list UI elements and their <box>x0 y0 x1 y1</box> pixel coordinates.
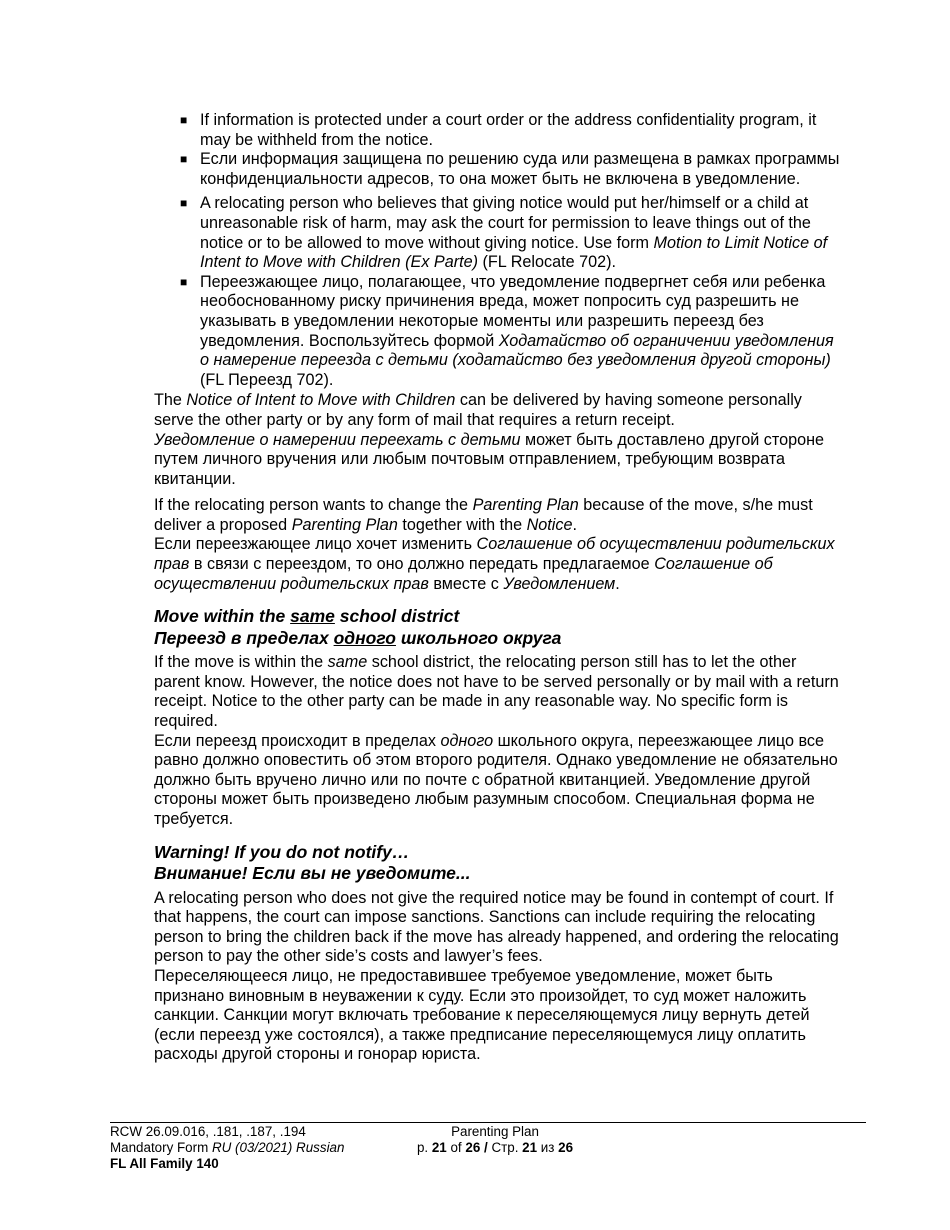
warning-english: A relocating person who does not give the required notice may be found in contempt of court. If that happens, the court can impose sanctions. Sanctions can include requiring the relocating person to bring the children back if the move has already happened, and ordering the relocating person to pay the other side’s costs and lawyer’s fees. <box>154 888 839 966</box>
heading-english: Warning! If you do not notify… <box>154 841 410 862</box>
bullet-item <box>180 111 844 150</box>
footer-title: Parenting Plan <box>451 1124 539 1139</box>
form-name: Parenting Plan <box>291 515 398 534</box>
form-name: Уведомление о намерении переехать с детьми <box>154 430 521 449</box>
same-district-russian <box>154 732 844 830</box>
text: of <box>446 1140 466 1155</box>
text: school district <box>334 606 460 627</box>
delivery-paragraph <box>154 391 844 489</box>
text: Переезд в пределах <box>154 627 334 648</box>
bullet-text: Переезжающее лицо, полагающее, что уведомление подвергнет себя или ребенка необоснованному риску причинения вреда, может попросить суд разрешить не указывать в уведомлении некоторые моменты или разрешить переезд без уведомления. Воспользуйтесь формой <box>200 272 826 350</box>
bullet-item <box>180 272 844 391</box>
section-heading-same-district <box>154 606 844 649</box>
bullet-text: Если информация защищена по решению суда или размещена в рамках программы конфиденциальности адресов, то она может быть не включена в уведомление. <box>200 150 840 188</box>
form-name: Notice <box>526 515 573 534</box>
warning-paragraph <box>154 889 844 1065</box>
text: can be delivered by having someone personally serve the other party or by any form of mail that requires a return receipt. <box>154 391 802 429</box>
text: p. <box>416 1140 432 1155</box>
emphasis: same <box>327 653 368 672</box>
text: Mandatory Form <box>110 1140 212 1155</box>
text: из <box>537 1140 559 1155</box>
text: может быть доставлено другой стороне путем личного вручения или любым почтовым отправлением, требующим возврата квитанции. <box>154 430 825 488</box>
page-total: 26 <box>465 1140 481 1155</box>
text: Если переезжающее лицо хочет изменить <box>154 535 477 554</box>
text: . <box>615 574 620 593</box>
footer-left <box>110 1124 344 1172</box>
form-name: Ходатайство об ограничении уведомления о намерение переезда с детьми (ходатайство без уведомления другой стороны) <box>200 331 834 370</box>
heading-english <box>154 606 844 628</box>
same-district-paragraph <box>154 653 844 829</box>
delivery-english <box>154 391 844 430</box>
bullet-item <box>180 194 844 272</box>
text: school district, the relocating person still has to let the other parent know. However, the notice does not have to be served personally or by mail with a return receipt. Notice to the other party can be made in any reasonable way. No specific form is required. <box>154 653 839 731</box>
text: If the move is within the <box>154 653 328 672</box>
text: школьного округа <box>395 627 562 648</box>
parenting-russian <box>154 535 844 594</box>
footer-form-id: FL All Family 140 <box>110 1156 219 1171</box>
page-total: 26 <box>558 1140 574 1155</box>
heading-russian: Внимание! Если вы не уведомите... <box>154 863 471 884</box>
form-name: Соглашение об осуществлении родительских прав <box>154 535 835 574</box>
text: Move within the <box>154 606 291 627</box>
delivery-russian <box>154 431 844 490</box>
text: If the relocating person wants to change the <box>154 496 473 515</box>
footer-rcw: RCW 26.09.016, .181, .187, .194 <box>110 1124 306 1139</box>
bullet-item <box>180 150 844 189</box>
warning-russian: Переселяющееся лицо, не предоставившее требуемое уведомление, может быть признано виновным в неуважении к суду. Если это произойдет, то суд может наложить санкции. Санкции могут включать требование к переселяющемуся лицу вернуть детей (если переезд уже состоялся), а также предписание переселяющемуся лицу оплатить расходы другой стороны и гонорар юриста. <box>154 966 810 1064</box>
form-name: Parenting Plan <box>472 496 579 515</box>
parenting-paragraph <box>154 496 844 594</box>
bullet-square-icon: ■ <box>180 196 188 211</box>
page-current: 21 <box>431 1140 447 1155</box>
parenting-english <box>154 496 844 535</box>
section-heading-warning <box>154 842 844 885</box>
text: вместе с <box>428 574 504 593</box>
bullet-square-icon: ■ <box>180 113 188 127</box>
text: together with the <box>397 515 527 534</box>
text: в связи с переездом, то оно должно передать предлагаемое <box>189 555 655 574</box>
form-name: Motion to Limit Notice of Intent to Move with Children (Ex Parte) <box>200 233 828 272</box>
separator: / <box>480 1140 492 1155</box>
bullet-square-icon: ■ <box>180 274 188 289</box>
text: школьного округа, переезжающее лицо все равно должно оповестить об этом второго родителя. Однако уведомление не обязательно должно быть вручено лично или по почте с обратной квитанцией. Уведомление другой стороны может быть произведено любым разумным способом. Специальная форма не требуется. <box>154 731 838 828</box>
bullet-text: (FL Relocate 702). <box>478 253 616 272</box>
same-district-english <box>154 653 844 731</box>
bullet-text: (FL Переезд 702). <box>200 370 334 389</box>
bullet-square-icon: ■ <box>180 152 188 167</box>
form-name: Notice of Intent to Move with Children <box>186 391 456 410</box>
bullet-list <box>154 111 844 390</box>
page-content <box>154 111 844 1065</box>
footer-center <box>412 1124 578 1156</box>
bullet-text: A relocating person who believes that giving notice would put her/himself or a child at unreasonable risk of harm, may ask the court for permission to leave things out of the notice or to be allowed to move without giving notice. Use form <box>200 194 811 252</box>
underlined-word: same <box>290 606 335 627</box>
heading-russian <box>154 628 844 650</box>
text: Стр. <box>491 1140 523 1155</box>
form-name: Уведомлением <box>503 574 616 593</box>
footer-mandatory-form <box>110 1140 344 1156</box>
text: . <box>572 515 577 534</box>
form-name: Соглашение об осуществлении родительских прав <box>154 555 773 593</box>
footer-page-number <box>412 1140 578 1156</box>
page-current: 21 <box>522 1140 538 1155</box>
page-footer <box>110 1122 866 1171</box>
text: Если переезд происходит в пределах <box>154 731 441 750</box>
emphasis: одного <box>440 731 494 750</box>
form-version: RU (03/2021) Russian <box>211 1140 345 1155</box>
bullet-text: If information is protected under a court order or the address confidentiality program, it may be withheld from the notice. <box>200 111 817 149</box>
underlined-word: одного <box>333 627 396 648</box>
text: because of the move, s/he must deliver a proposed <box>154 496 813 534</box>
text: The <box>154 391 187 410</box>
